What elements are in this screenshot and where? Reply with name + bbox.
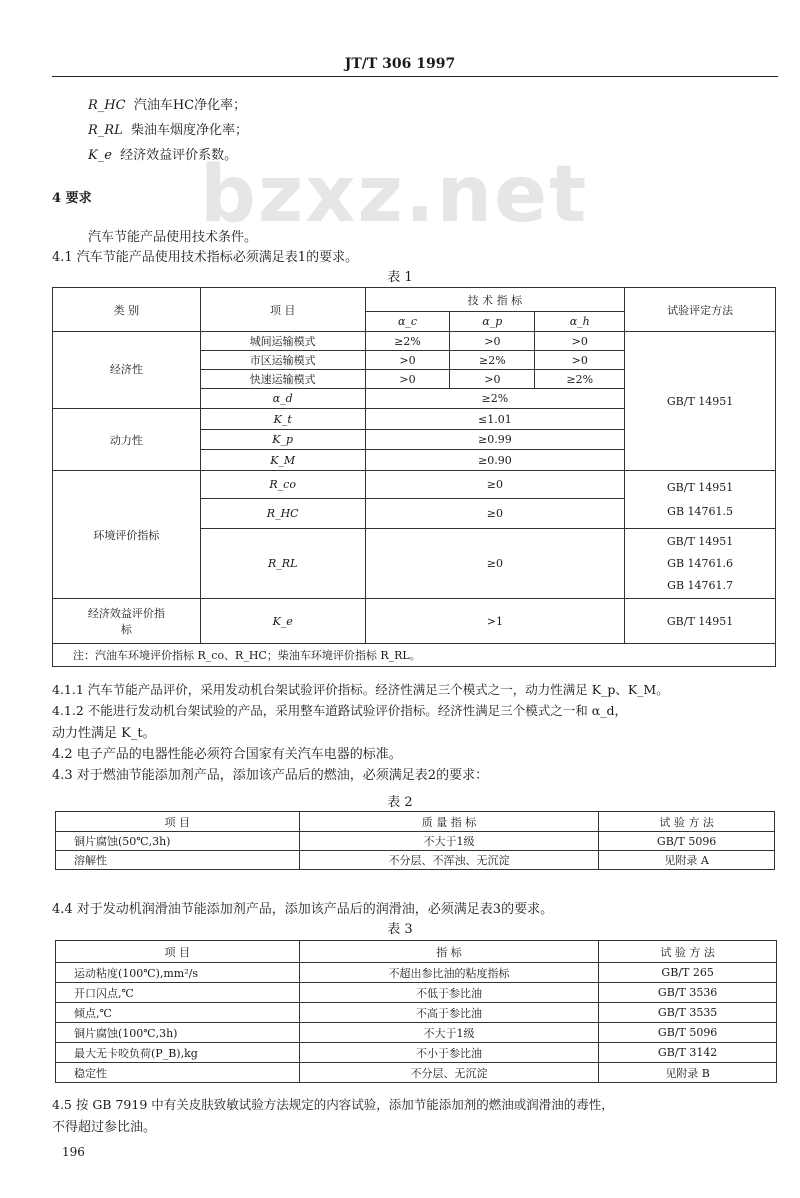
section-heading: 4 要求 xyxy=(52,191,92,206)
table-cell: K_M xyxy=(200,450,365,471)
table3-caption: 表 3 xyxy=(387,922,413,937)
table-cell: >0 xyxy=(365,370,450,389)
table-cell: R_co xyxy=(200,471,365,499)
table2-caption: 表 2 xyxy=(387,795,413,810)
table-cell: 城间运输模式 xyxy=(200,332,365,351)
paragraph-4-1-1: 4.1.1 汽车节能产品评价，采用发动机台架试验评价指标。经济性满足三个模式之一，动力性满足 K_p、K_M。 xyxy=(52,682,669,697)
table-row xyxy=(56,983,777,1003)
document-header: JT/T 306 1997 xyxy=(344,56,456,72)
table-3 xyxy=(55,940,777,1083)
table1-caption: 表 1 xyxy=(387,270,413,285)
method-line: GB 14761.6 xyxy=(667,556,734,570)
definition-text: 经济效益评价系数。 xyxy=(120,148,238,163)
paragraph-4-1-2: 4.1.2 不能进行发动机台架试验的产品，采用整车道路试验评价指标。经济性满足三个模式之一和 α_d， xyxy=(52,703,627,718)
table-note: 注：汽油车环境评价指标 R_co、R_HC；柴油车环境评价指标 R_RL。 xyxy=(53,644,776,667)
definition-text: 柴油车烟度净化率； xyxy=(130,123,248,138)
method-line: GB 14761.5 xyxy=(667,504,734,518)
table-cell: GB/T 5096 xyxy=(599,832,775,851)
table-cell: α_d xyxy=(200,389,365,409)
table-2 xyxy=(55,811,775,870)
table-cell: 溶解性 xyxy=(56,851,300,870)
watermark: bzxz.net xyxy=(200,150,589,240)
table-row xyxy=(56,963,777,983)
definition-symbol: K_e xyxy=(88,148,112,163)
col-header: 项 目 xyxy=(56,941,300,963)
category-economy: 经济性 xyxy=(53,332,201,409)
col-header-item: 项 目 xyxy=(200,288,365,332)
definition-symbol: R_HC xyxy=(88,98,126,113)
paragraph-4-1-2-cont: 动力性满足 K_t。 xyxy=(52,726,156,741)
table-cell: ≥2% xyxy=(365,389,625,409)
table-cell: GB/T 3142 xyxy=(599,1043,777,1063)
table-cell: >0 xyxy=(365,351,450,370)
table-cell: 倾点,℃ xyxy=(56,1003,300,1023)
paragraph-4-3: 4.3 对于燃油节能添加剂产品，添加该产品后的燃油，必须满足表2的要求： xyxy=(52,768,489,783)
col-header-spec: 技 术 指 标 xyxy=(365,288,625,312)
table-cell: >0 xyxy=(450,332,535,351)
table-cell: 见附录 B xyxy=(599,1063,777,1083)
method-cell: GB/T 14951 xyxy=(625,332,776,471)
method-line: GB 14761.7 xyxy=(667,578,734,592)
table-cell: 不分层、不浑浊、无沉淀 xyxy=(299,851,599,870)
table-cell: 稳定性 xyxy=(56,1063,300,1083)
col-header: 试 验 方 法 xyxy=(599,941,777,963)
definition-symbol: R_RL xyxy=(88,123,123,138)
table-row xyxy=(56,832,775,851)
table-cell: 不低于参比油 xyxy=(299,983,599,1003)
table-cell: K_e xyxy=(200,599,365,644)
table-row xyxy=(56,1003,777,1023)
table-cell: 运动粘度(100℃),mm²/s xyxy=(56,963,300,983)
paragraph-4-5: 4.5 按 GB 7919 中有关皮肤致敏试验方法规定的内容试验，添加节能添加剂的燃油或润滑油的毒性， xyxy=(52,1097,614,1112)
sub-header: α_h xyxy=(535,312,625,332)
col-header: 项 目 xyxy=(56,812,300,832)
table-cell: R_HC xyxy=(200,499,365,529)
table-cell: 开口闪点,℃ xyxy=(56,983,300,1003)
table-cell: GB/T 3535 xyxy=(599,1003,777,1023)
method-cell: GB/T 14951 xyxy=(625,599,776,644)
table-cell: K_p xyxy=(200,430,365,450)
definition-ke xyxy=(88,144,237,163)
table-1 xyxy=(52,287,776,667)
table-cell: 不超出参比油的粘度指标 xyxy=(299,963,599,983)
sub-header: α_p xyxy=(450,312,535,332)
table-cell: K_t xyxy=(200,409,365,430)
col-header-method: 试验评定方法 xyxy=(625,288,776,332)
table-row xyxy=(56,1063,777,1083)
sub-header: α_c xyxy=(365,312,450,332)
category-environment: 环境评价指标 xyxy=(53,471,201,599)
table-cell: 铜片腐蚀(50℃,3h) xyxy=(56,832,300,851)
paragraph-4-4: 4.4 对于发动机润滑油节能添加剂产品，添加该产品后的润滑油，必须满足表3的要求。 xyxy=(52,902,554,917)
table-cell: GB/T 3536 xyxy=(599,983,777,1003)
page-number: 196 xyxy=(62,1145,85,1159)
table-cell: GB/T 5096 xyxy=(599,1023,777,1043)
category-benefit: 经济效益评价指标 xyxy=(53,599,201,644)
table-cell: 最大无卡咬负荷(P_B),kg xyxy=(56,1043,300,1063)
table-cell: ≥0.99 xyxy=(365,430,625,450)
table-cell: 不分层、无沉淀 xyxy=(299,1063,599,1083)
table-cell: ≥2% xyxy=(365,332,450,351)
table-cell: ≥0 xyxy=(365,499,625,529)
table-cell: ≥2% xyxy=(535,370,625,389)
paragraph: 汽车节能产品使用技术条件。 xyxy=(88,230,258,245)
table-cell: >0 xyxy=(535,332,625,351)
table-cell: 见附录 A xyxy=(599,851,775,870)
table-cell: ≥2% xyxy=(450,351,535,370)
col-header: 试 验 方 法 xyxy=(599,812,775,832)
table-cell: ≥0 xyxy=(365,529,625,599)
table-cell: ≥0.90 xyxy=(365,450,625,471)
table-row xyxy=(56,1043,777,1063)
table-row xyxy=(56,1023,777,1043)
header-rule xyxy=(52,76,778,77)
table-cell: GB/T 265 xyxy=(599,963,777,983)
table-cell: R_RL xyxy=(200,529,365,599)
table-cell: >0 xyxy=(535,351,625,370)
col-header: 指 标 xyxy=(299,941,599,963)
definition-text: 汽油车HC净化率； xyxy=(133,98,247,113)
definition-rrl xyxy=(88,119,248,138)
col-header: 质 量 指 标 xyxy=(299,812,599,832)
table-cell: 快速运输模式 xyxy=(200,370,365,389)
method-line: GB/T 14951 xyxy=(666,480,734,494)
category-power: 动力性 xyxy=(53,409,201,471)
method-line: GB/T 14951 xyxy=(666,534,734,548)
table-cell: >1 xyxy=(365,599,625,644)
table-cell: 不高于参比油 xyxy=(299,1003,599,1023)
table-cell: 不大于1级 xyxy=(299,1023,599,1043)
col-header-category: 类 别 xyxy=(53,288,201,332)
table-cell: 不小于参比油 xyxy=(299,1043,599,1063)
table-cell: 不大于1级 xyxy=(299,832,599,851)
paragraph-4-5-cont: 不得超过参比油。 xyxy=(52,1120,157,1135)
table-cell: ≥0 xyxy=(365,471,625,499)
table-cell: >0 xyxy=(450,370,535,389)
definition-rhc xyxy=(88,94,246,113)
table-cell: 市区运输模式 xyxy=(200,351,365,370)
table-cell: 铜片腐蚀(100℃,3h) xyxy=(56,1023,300,1043)
table-row xyxy=(56,851,775,870)
paragraph-4-1: 4.1 汽车节能产品使用技术指标必须满足表1的要求。 xyxy=(52,250,359,265)
table-cell: ≤1.01 xyxy=(365,409,625,430)
paragraph-4-2: 4.2 电子产品的电器性能必须符合国家有关汽车电器的标准。 xyxy=(52,747,402,762)
